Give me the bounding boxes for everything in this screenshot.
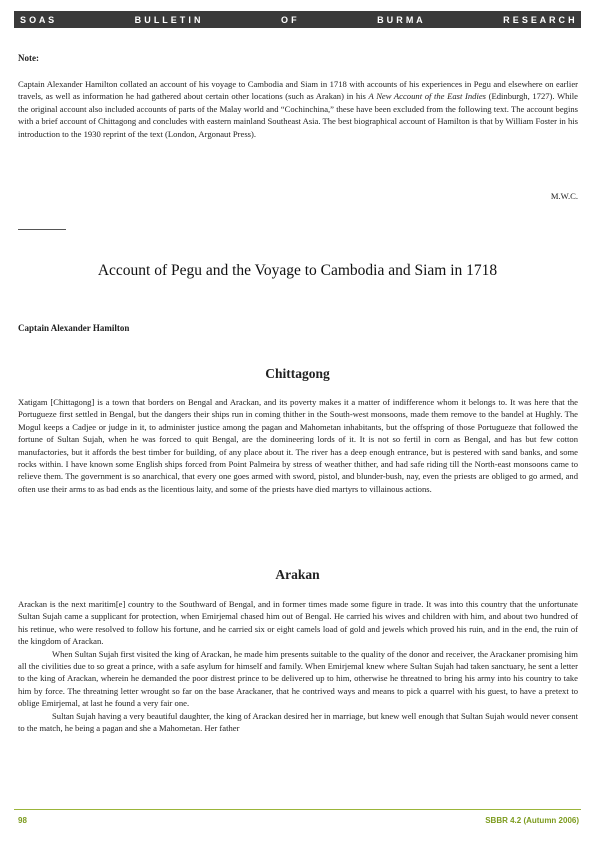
article-author: Captain Alexander Hamilton: [18, 323, 130, 333]
arakan-paragraph-1: Arackan is the next maritim[e] country to the Southward of Bengal, and in former times made some figure in trade. It was into this country that the unfortunate Sultan Sujah came a supplicant for protection, when Emirjemal chased him out of Bengal. He carried his wives and children with him, and about two hundred of his retinue, who were resolved to follow his fortune, and he carried six or eight camels load of gold and jewels which proved his ruin, and in the end, the ruin of the kingdom of Arackan.: [18, 599, 578, 647]
note-label: Note:: [18, 53, 39, 63]
section-heading-arakan: Arakan: [275, 567, 320, 582]
banner-word-bulletin: B U L L E T I N: [134, 14, 201, 25]
journal-banner: [14, 11, 581, 28]
section-heading-chittagong: Chittagong: [265, 366, 330, 381]
note-text-part-2: (Edinburgh, 1727). While the original account also included accounts of parts of the Malay world and “Cochinchina,” these have been excluded from the following text. The account begins with a brief account of Chittagong and concludes with eastern mainland Southeast Asia. The best biographical account of Hamilton is that by William Foster in his introduction to the 1930 reprint of the text (London, Argonaut Press).: [18, 91, 578, 139]
page-number: 98: [18, 816, 27, 825]
footer-rule: [14, 809, 581, 810]
chittagong-paragraph: Xatigam [Chittagong] is a town that borders on Bengal and Arackan, and its poverty makes it a matter of indifference whom it belongs to. It was here that the Portugueze first settled in Bengal, but the dangers their ships run in coming thither in the South-west monsoons, made them remove to the bandel at Hughly. The Mogul keeps a Cadjee or judge in it, to administer justice among the pagan and Mahometan inhabitants, but the offspring of those Portugueze that followed the fortune of Sultan Sujah, when he was forced to quit Bengal, are the domineering lords of it. It is not so fertil in corn as Bengal, and has but few cotton manufactories, but it affords the best timber for building, of any place about it. The river has a deep enough entrance, but is pestered with sand banks, and some rocks within. I have known some English ships forced from Point Palmeira by stress of weather thither, and had safe riding till the North-east monsoons came to relieve them. The government is so anarchical, that every one goes armed with sword, pistol, and blunder-bush, nay, even the priests are obliged to go armed, and often use their arms to as bad ends as the licentious laity, and some of the priests have died martyrs to villainous actions.: [18, 397, 578, 494]
banner-word-burma: B U R M A: [377, 14, 423, 25]
article-title: Account of Pegu and the Voyage to Cambodia and Siam in 1718: [97, 262, 498, 279]
note-body: [18, 78, 578, 140]
arakan-paragraph-3: Sultan Sujah having a very beautiful daughter, the king of Arackan desired her in marriage, but knew well enough that Sultan Sujah would never consent to the match, he being a pagan and she a Mahometan. Her father: [18, 710, 578, 734]
note-text-part-1: Captain Alexander Hamilton collated an account of his voyage to Cambodia and Siam in 1718 with accounts of his experiences in Pegu and elsewhere on earlier travels, as well as information he had gathered about certain other locations (such as Arakan) in his: [18, 79, 578, 102]
banner-word-research: R E S E A R C H: [503, 14, 575, 25]
editor-signoff: M.W.C.: [550, 191, 578, 201]
arakan-paragraph-2: When Sultan Sujah first visited the king of Arackan, he made him presents suitable to the quality of the donor and receiver, the Arackaner promising him all the civilities due to so great a prince, with a safe asylum for himself and family. When Emirjemal knew where Sultan Sujah had taken sanctuary, he sent a letter to the king of Arackan, wherein he demanded the poor distrest prince to be delivered up to him, otherwise he threatned to bring his army into his country to take him by force. The threatning letter wrought so far on the base Arackaner, that he contrived ways and means to pick a quarrel with his guest, to have a pretext to oblige Emirjemal, at last he found a very fair one.: [18, 648, 578, 709]
note-book-title: A New Account of the East Indies: [368, 91, 486, 102]
separator-rule: [18, 229, 66, 230]
arakan-body: [18, 598, 578, 734]
journal-issue: SBBR 4.2 (Autumn 2006): [485, 816, 579, 825]
banner-word-of: O F: [280, 14, 297, 25]
banner-word-soas: S O A S: [20, 14, 55, 25]
